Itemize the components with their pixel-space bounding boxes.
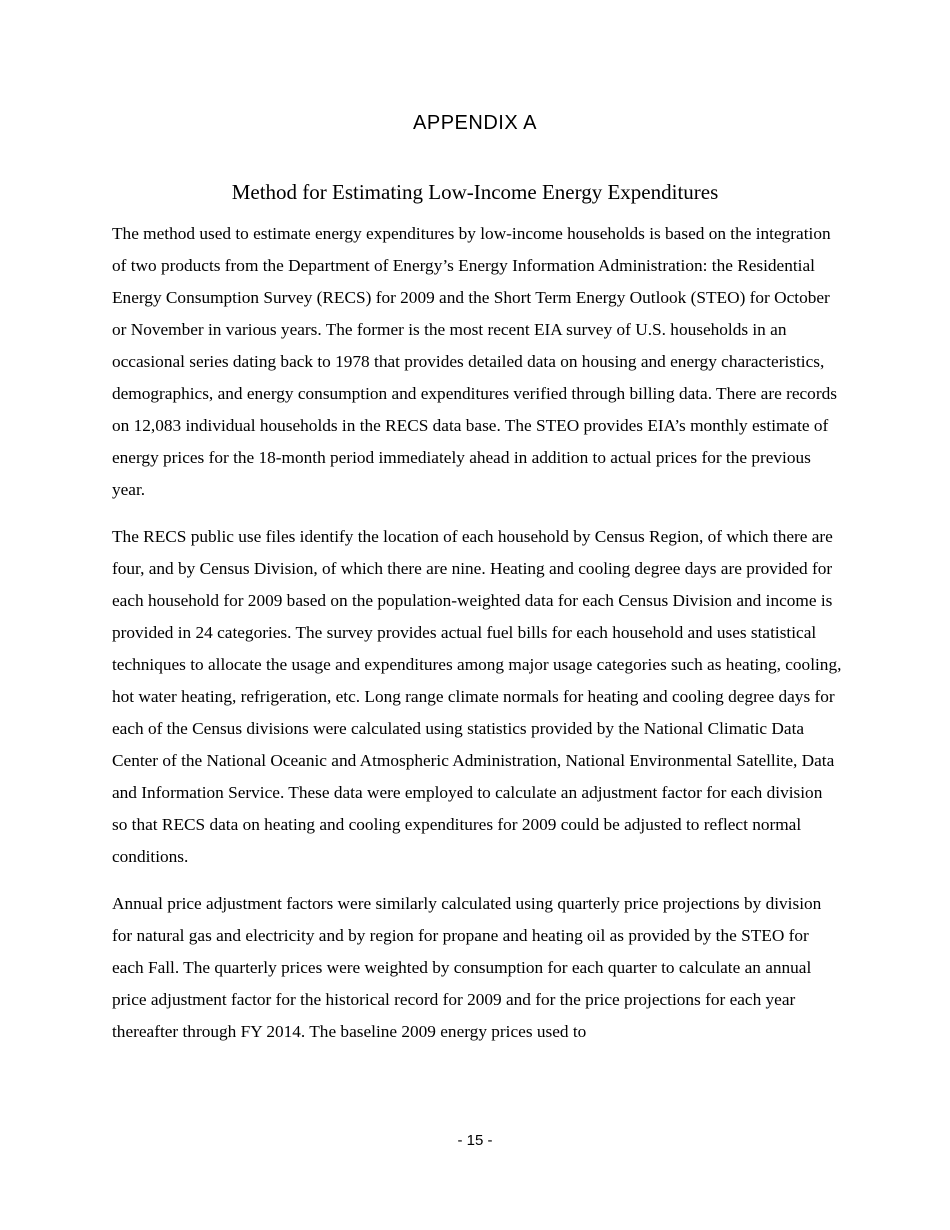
paragraph: The method used to estimate energy expenditures by low-income households is based on the integration of two products from the Department of Energy’s Energy Information Administration: the Residential Energy Consumption Survey (RECS) for 2009 and the Short Term Energy Outlook (STEO) for October or November in various years. The former is the most recent EIA survey of U.S. households in an occasional series dating back to 1978 that provides detailed data on housing and energy characteristics, demographics, and energy consumption and expenditures verified through billing data. There are records on 12,083 individual households in the RECS data base. The STEO provides EIA’s monthly estimate of energy prices for the 18-month period immediately ahead in addition to actual prices for the previous year. (112, 224, 837, 499)
paragraph: Annual price adjustment factors were similarly calculated using quarterly price projections by division for natural gas and electricity and by region for propane and heating oil as provided by the STEO for each Fall. The quarterly prices were weighted by consumption for each quarter to calculate an annual price adjustment factor for the historical record for 2009 and for the price projections for each year thereafter through FY 2014. The baseline 2009 energy prices used to (112, 894, 822, 1041)
page-number: - 15 - (457, 1132, 493, 1149)
paragraph: The RECS public use files identify the location of each household by Census Region, of which there are four, and by Census Division, of which there are nine. Heating and cooling degree days are provided for each household for 2009 based on the population-weighted data for each Census Division and income is provided in 24 categories. The survey provides actual fuel bills for each household and uses statistical techniques to allocate the usage and expenditures among major usage categories such as heating, cooling, hot water heating, refrigeration, etc. Long range climate normals for heating and cooling degree days for each of the Census divisions were calculated using statistics provided by the National Climatic Data Center of the National Oceanic and Atmospheric Administration, National Environmental Satellite, Data and Information Service. These data were employed to calculate an adjustment factor for each division so that RECS data on heating and cooling expenditures for 2009 could be adjusted to reflect normal conditions. (112, 527, 842, 866)
section-title: Method for Estimating Low-Income Energy Expenditures (231, 180, 719, 204)
appendix-heading: APPENDIX A (413, 112, 537, 134)
body-text (112, 218, 842, 1063)
